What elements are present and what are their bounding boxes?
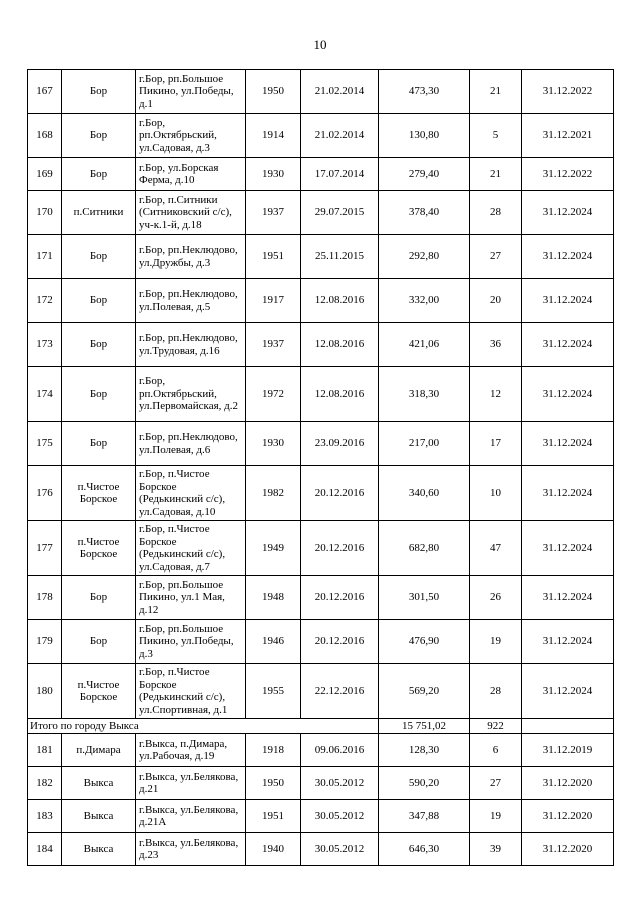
date-cell: 12.08.2016 bbox=[301, 367, 379, 422]
total-area: 15 751,02 bbox=[379, 719, 470, 734]
table-row bbox=[28, 620, 614, 664]
address-cell: г.Выкса, ул.Белякова, д.21 bbox=[136, 767, 246, 800]
area-cell: 569,20 bbox=[379, 664, 470, 719]
residents-cell: 21 bbox=[470, 70, 522, 114]
planned-date-cell: 31.12.2024 bbox=[522, 422, 614, 466]
total-residents: 922 bbox=[470, 719, 522, 734]
residents-cell: 10 bbox=[470, 466, 522, 521]
settlement-cell: Бор bbox=[62, 323, 136, 367]
area-cell: 301,50 bbox=[379, 576, 470, 620]
residents-cell: 5 bbox=[470, 114, 522, 158]
planned-date-cell: 31.12.2024 bbox=[522, 521, 614, 576]
row-number: 184 bbox=[28, 833, 62, 866]
row-number: 182 bbox=[28, 767, 62, 800]
residents-cell: 19 bbox=[470, 620, 522, 664]
settlement-cell: Бор bbox=[62, 367, 136, 422]
year-cell: 1917 bbox=[246, 279, 301, 323]
settlement-cell: п.Ситники bbox=[62, 191, 136, 235]
area-cell: 590,20 bbox=[379, 767, 470, 800]
residents-cell: 17 bbox=[470, 422, 522, 466]
area-cell: 473,30 bbox=[379, 70, 470, 114]
settlement-cell: Бор bbox=[62, 114, 136, 158]
row-number: 181 bbox=[28, 734, 62, 767]
residents-cell: 28 bbox=[470, 664, 522, 719]
year-cell: 1950 bbox=[246, 70, 301, 114]
address-cell: г.Выкса, п.Димара, ул.Рабочая, д.19 bbox=[136, 734, 246, 767]
settlement-cell: Бор bbox=[62, 620, 136, 664]
row-number: 176 bbox=[28, 466, 62, 521]
residents-cell: 39 bbox=[470, 833, 522, 866]
row-number: 179 bbox=[28, 620, 62, 664]
date-cell: 09.06.2016 bbox=[301, 734, 379, 767]
area-cell: 217,00 bbox=[379, 422, 470, 466]
address-cell: г.Бор, рп.Большое Пикино, ул.1 Мая, д.12 bbox=[136, 576, 246, 620]
date-cell: 22.12.2016 bbox=[301, 664, 379, 719]
planned-date-cell: 31.12.2024 bbox=[522, 191, 614, 235]
address-cell: г.Бор, ул.Борская Ферма, д.10 bbox=[136, 158, 246, 191]
area-cell: 340,60 bbox=[379, 466, 470, 521]
residents-cell: 26 bbox=[470, 576, 522, 620]
year-cell: 1972 bbox=[246, 367, 301, 422]
settlement-cell: Бор bbox=[62, 576, 136, 620]
date-cell: 17.07.2014 bbox=[301, 158, 379, 191]
planned-date-cell: 31.12.2022 bbox=[522, 158, 614, 191]
year-cell: 1946 bbox=[246, 620, 301, 664]
date-cell: 20.12.2016 bbox=[301, 466, 379, 521]
settlement-cell: Выкса bbox=[62, 833, 136, 866]
date-cell: 20.12.2016 bbox=[301, 620, 379, 664]
address-cell: г.Бор, рп.Неклюдово, ул.Полевая, д.5 bbox=[136, 279, 246, 323]
address-cell: г.Бор, п.Ситники (Ситниковский с/с), уч-к.1-й, д.18 bbox=[136, 191, 246, 235]
settlement-cell: п.Чистое Борское bbox=[62, 664, 136, 719]
row-number: 177 bbox=[28, 521, 62, 576]
table-row bbox=[28, 833, 614, 866]
settlement-cell: п.Чистое Борское bbox=[62, 521, 136, 576]
planned-date-cell: 31.12.2020 bbox=[522, 800, 614, 833]
residents-cell: 28 bbox=[470, 191, 522, 235]
year-cell: 1982 bbox=[246, 466, 301, 521]
residents-cell: 47 bbox=[470, 521, 522, 576]
row-number: 167 bbox=[28, 70, 62, 114]
area-cell: 378,40 bbox=[379, 191, 470, 235]
year-cell: 1940 bbox=[246, 833, 301, 866]
table-row bbox=[28, 800, 614, 833]
settlement-cell: Бор bbox=[62, 235, 136, 279]
planned-date-cell: 31.12.2024 bbox=[522, 323, 614, 367]
planned-date-cell: 31.12.2024 bbox=[522, 620, 614, 664]
date-cell: 20.12.2016 bbox=[301, 576, 379, 620]
settlement-cell: п.Чистое Борское bbox=[62, 466, 136, 521]
address-cell: г.Бор, рп.Октябрьский, ул.Первомайская, д.2 bbox=[136, 367, 246, 422]
year-cell: 1955 bbox=[246, 664, 301, 719]
row-number: 175 bbox=[28, 422, 62, 466]
year-cell: 1949 bbox=[246, 521, 301, 576]
row-number: 171 bbox=[28, 235, 62, 279]
settlement-cell: Бор bbox=[62, 279, 136, 323]
area-cell: 682,80 bbox=[379, 521, 470, 576]
planned-date-cell: 31.12.2021 bbox=[522, 114, 614, 158]
table-row bbox=[28, 235, 614, 279]
date-cell: 20.12.2016 bbox=[301, 521, 379, 576]
table-body bbox=[28, 70, 614, 866]
row-number: 173 bbox=[28, 323, 62, 367]
settlement-cell: Выкса bbox=[62, 800, 136, 833]
address-cell: г.Бор, рп.Неклюдово, ул.Трудовая, д.16 bbox=[136, 323, 246, 367]
area-cell: 130,80 bbox=[379, 114, 470, 158]
year-cell: 1930 bbox=[246, 158, 301, 191]
total-label: Итого по городу Выкса bbox=[28, 719, 379, 734]
row-number: 183 bbox=[28, 800, 62, 833]
year-cell: 1951 bbox=[246, 800, 301, 833]
planned-date-cell: 31.12.2024 bbox=[522, 664, 614, 719]
residents-cell: 6 bbox=[470, 734, 522, 767]
planned-date-cell: 31.12.2024 bbox=[522, 466, 614, 521]
settlement-cell: Выкса bbox=[62, 767, 136, 800]
row-number: 170 bbox=[28, 191, 62, 235]
planned-date-cell: 31.12.2020 bbox=[522, 767, 614, 800]
date-cell: 30.05.2012 bbox=[301, 767, 379, 800]
area-cell: 347,88 bbox=[379, 800, 470, 833]
residents-cell: 20 bbox=[470, 279, 522, 323]
area-cell: 128,30 bbox=[379, 734, 470, 767]
housing-registry-table bbox=[27, 69, 614, 866]
residents-cell: 12 bbox=[470, 367, 522, 422]
planned-date-cell: 31.12.2024 bbox=[522, 367, 614, 422]
address-cell: г.Бор, рп.Большое Пикино, ул.Победы, д.1 bbox=[136, 70, 246, 114]
planned-date-cell: 31.12.2024 bbox=[522, 576, 614, 620]
settlement-cell: Бор bbox=[62, 158, 136, 191]
total-row bbox=[28, 719, 614, 734]
table-row bbox=[28, 191, 614, 235]
date-cell: 12.08.2016 bbox=[301, 279, 379, 323]
residents-cell: 36 bbox=[470, 323, 522, 367]
row-number: 169 bbox=[28, 158, 62, 191]
area-cell: 476,90 bbox=[379, 620, 470, 664]
address-cell: г.Бор, п.Чистое Борское (Редькинский с/с), ул.Садовая, д.7 bbox=[136, 521, 246, 576]
table-row bbox=[28, 767, 614, 800]
table-row bbox=[28, 279, 614, 323]
address-cell: г.Бор, п.Чистое Борское (Редькинский с/с), ул.Спортивная, д.1 bbox=[136, 664, 246, 719]
settlement-cell: п.Димара bbox=[62, 734, 136, 767]
date-cell: 12.08.2016 bbox=[301, 323, 379, 367]
area-cell: 421,06 bbox=[379, 323, 470, 367]
date-cell: 21.02.2014 bbox=[301, 70, 379, 114]
date-cell: 29.07.2015 bbox=[301, 191, 379, 235]
total-empty-cell bbox=[522, 719, 614, 734]
settlement-cell: Бор bbox=[62, 70, 136, 114]
address-cell: г.Выкса, ул.Белякова, д.23 bbox=[136, 833, 246, 866]
table-row bbox=[28, 576, 614, 620]
table-row bbox=[28, 158, 614, 191]
planned-date-cell: 31.12.2024 bbox=[522, 235, 614, 279]
area-cell: 292,80 bbox=[379, 235, 470, 279]
settlement-cell: Бор bbox=[62, 422, 136, 466]
year-cell: 1918 bbox=[246, 734, 301, 767]
table-row bbox=[28, 734, 614, 767]
year-cell: 1937 bbox=[246, 323, 301, 367]
planned-date-cell: 31.12.2022 bbox=[522, 70, 614, 114]
date-cell: 30.05.2012 bbox=[301, 833, 379, 866]
address-cell: г.Бор, рп.Неклюдово, ул.Дружбы, д.3 bbox=[136, 235, 246, 279]
row-number: 180 bbox=[28, 664, 62, 719]
year-cell: 1914 bbox=[246, 114, 301, 158]
date-cell: 21.02.2014 bbox=[301, 114, 379, 158]
area-cell: 318,30 bbox=[379, 367, 470, 422]
planned-date-cell: 31.12.2024 bbox=[522, 279, 614, 323]
address-cell: г.Выкса, ул.Белякова, д.21А bbox=[136, 800, 246, 833]
residents-cell: 27 bbox=[470, 235, 522, 279]
address-cell: г.Бор, рп.Неклюдово, ул.Полевая, д.6 bbox=[136, 422, 246, 466]
table-row bbox=[28, 521, 614, 576]
table-row bbox=[28, 466, 614, 521]
table-row bbox=[28, 664, 614, 719]
year-cell: 1950 bbox=[246, 767, 301, 800]
table-row bbox=[28, 367, 614, 422]
page-number: 10 bbox=[313, 37, 327, 52]
area-cell: 332,00 bbox=[379, 279, 470, 323]
residents-cell: 21 bbox=[470, 158, 522, 191]
row-number: 168 bbox=[28, 114, 62, 158]
date-cell: 23.09.2016 bbox=[301, 422, 379, 466]
year-cell: 1948 bbox=[246, 576, 301, 620]
address-cell: г.Бор, п.Чистое Борское (Редькинский с/с), ул.Садовая, д.10 bbox=[136, 466, 246, 521]
row-number: 172 bbox=[28, 279, 62, 323]
table-row bbox=[28, 114, 614, 158]
date-cell: 25.11.2015 bbox=[301, 235, 379, 279]
area-cell: 646,30 bbox=[379, 833, 470, 866]
year-cell: 1937 bbox=[246, 191, 301, 235]
row-number: 174 bbox=[28, 367, 62, 422]
row-number: 178 bbox=[28, 576, 62, 620]
table-row bbox=[28, 70, 614, 114]
table-row bbox=[28, 323, 614, 367]
year-cell: 1951 bbox=[246, 235, 301, 279]
area-cell: 279,40 bbox=[379, 158, 470, 191]
address-cell: г.Бор, рп.Большое Пикино, ул.Победы, д.3 bbox=[136, 620, 246, 664]
planned-date-cell: 31.12.2020 bbox=[522, 833, 614, 866]
table-row bbox=[28, 422, 614, 466]
residents-cell: 19 bbox=[470, 800, 522, 833]
planned-date-cell: 31.12.2019 bbox=[522, 734, 614, 767]
address-cell: г.Бор, рп.Октябрьский, ул.Садовая, д.3 bbox=[136, 114, 246, 158]
year-cell: 1930 bbox=[246, 422, 301, 466]
date-cell: 30.05.2012 bbox=[301, 800, 379, 833]
residents-cell: 27 bbox=[470, 767, 522, 800]
